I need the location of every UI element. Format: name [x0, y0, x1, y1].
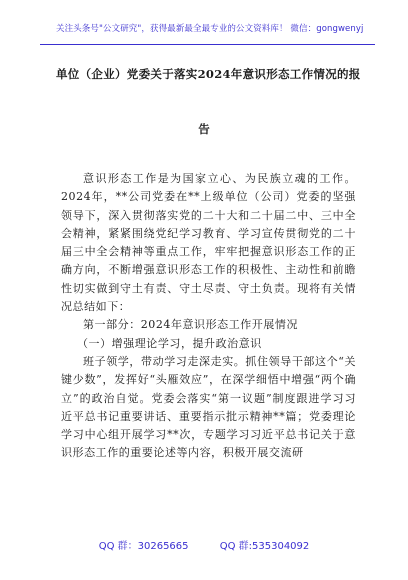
banner-divider [40, 44, 375, 45]
body-paragraph: 班子领学，带动学习走深走实。抓住领导干部这个“关键少数”，发挥好“头雁效应”，在深学细悟中增强“两个确立”的政治自觉。党委会落实“第一议题”制度跟进学习习近平总书记重要讲话、重要指示批示精神**篇；党委理论学习中心组开展学习**次，专题学习习近平总书记关于意识形态工作的重要论述等内容，积极开展交流研 [61, 354, 356, 460]
document-title: 单位（企业）党委关于落实2024年意识形态工作情况的报 [56, 67, 361, 81]
subsection-heading: （一）增强理论学习，提升政治意识 [77, 336, 262, 350]
document-title-continuation: 告 [198, 122, 210, 136]
intro-paragraph: 意识形态工作是为国家立心、为民族立魂的工作。2024年，**公司党委在**上级单位（公司）党委的坚强领导下，深入贯彻落实党的二十大和二十届二中、三中全会精神，紧紧围绕党纪学习教育、学习宣传贯彻党的二十届三中全会精神等重点工作，牢牢把握意识形态工作的正确方向，不断增强意识形态工作的积极性、主动性和前瞻性切实做到守土有责、守土尽责、守土负责。现将有关情况总结如下： [61, 172, 356, 314]
qq-group-1: QQ 群：30265665 [98, 541, 189, 552]
contact-footer [0, 537, 408, 552]
section-heading: 第一部分：2024年意识形态工作开展情况 [83, 318, 298, 332]
document-body [61, 170, 356, 463]
promo-banner: 关注头条号"公文研究"，获得最新最全最专业的公文资料库！ 微信：gongwenyj [56, 24, 364, 34]
qq-group-2: QQ 群:535304092 [219, 541, 310, 552]
